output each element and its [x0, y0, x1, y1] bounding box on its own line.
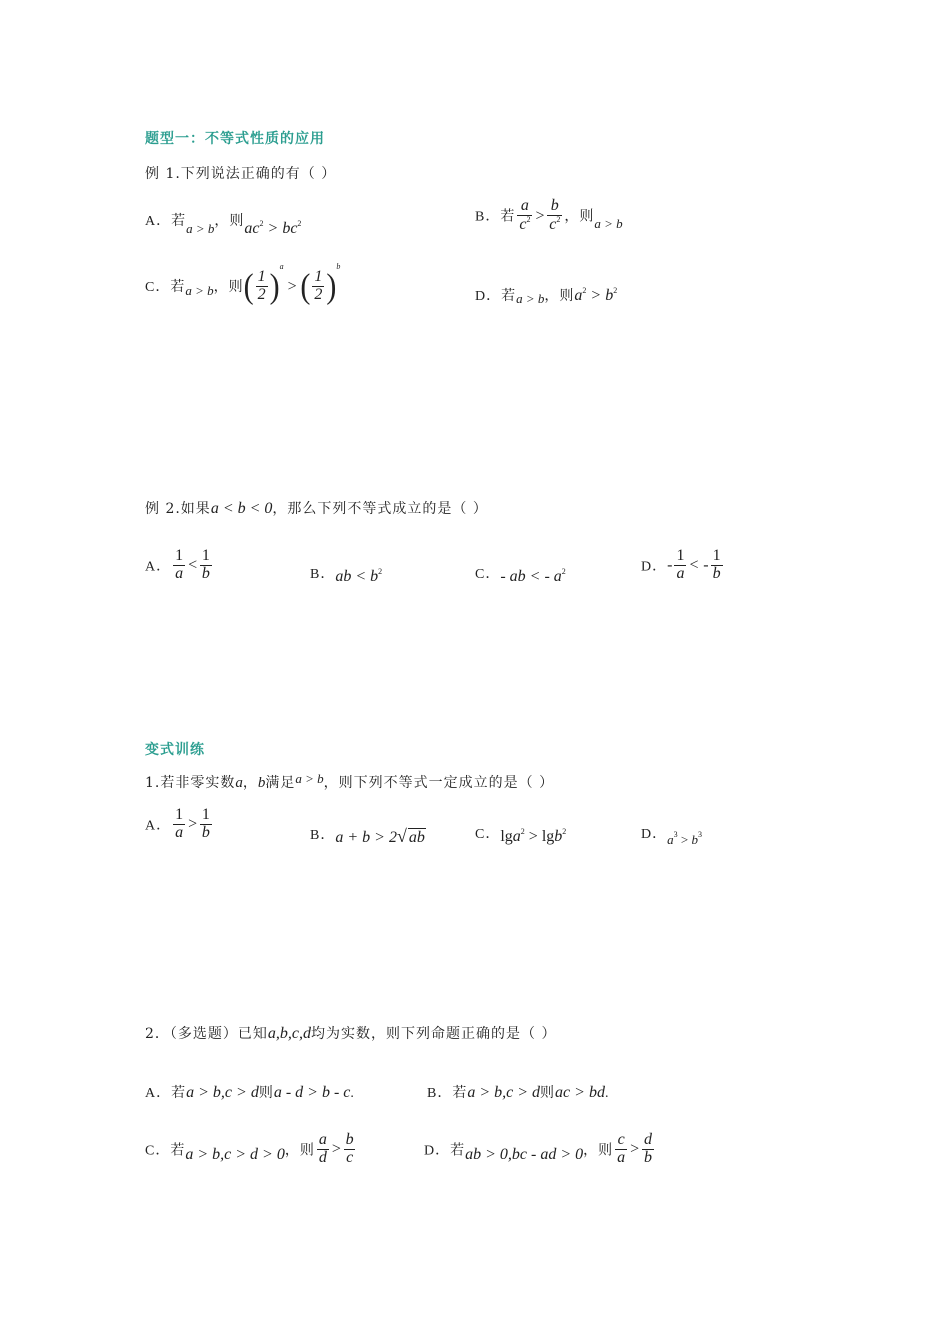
ex2-option-c: C．- ab < - $a^2$ [475, 567, 566, 585]
ex2-option-d: D．- $\frac{1}{a}$ < - $\frac{1}{b}$ [641, 547, 721, 582]
ex1-option-a: A．若$_{a > b}$，则$ac^2 > bc^2$ [145, 214, 302, 237]
ex1-option-b: B．若 $\frac{a}{c^2}$ > $\frac{b}{c^2}$ ，则$_{a > b}$ [475, 197, 623, 233]
q2-option-d: D．若ab > 0,bc - ad > 0，则 $\frac{c}{a}$ > $\frac{d}{b}$ [424, 1131, 652, 1166]
example-2-stem: 例 2.如果a < b < 0，那么下列不等式成立的是（ ） [145, 500, 488, 517]
example-1-stem: 例 1.下列说法正确的有（ ） [145, 166, 337, 182]
ex2-option-a: A． $\frac{1}{a}$ < $\frac{1}{b}$ [145, 547, 210, 582]
q2-option-b: B．若a > b,c > d则ac > bd. [427, 1084, 610, 1101]
section-heading-2: 变式训练 [145, 742, 205, 758]
ex1-option-d: D．若a > b，则$a^2 > b^2$ [475, 286, 618, 306]
section-heading-1: 题型一：不等式性质的应用 [145, 131, 325, 147]
q1-option-d: D．$_{a^3 > b^3}$ [641, 827, 702, 847]
q1-option-b: B．a + b > 2√ ab [310, 826, 425, 846]
q1-option-a: A． $\frac{1}{a}$ > $\frac{1}{b}$ [145, 806, 210, 841]
ex1-option-c: C．若$_{a > b}$，则( $\frac{1}{2}$ )$^a$> ( $\frac{1}{2}$ )$^b$ [145, 262, 341, 305]
q1-option-c: C．lga$^2$ > lgb$^2$ [475, 827, 567, 845]
question-2-stem: 2．（多选题）已知a,b,c,d均为实数，则下列命题正确的是（ ） [145, 1025, 557, 1042]
question-1-stem: 1.若非零实数a，b满足$^{a > b}$，则下列不等式一定成立的是（ ） [145, 771, 555, 791]
ex2-option-b: B．ab < $b^2$ [310, 567, 383, 585]
q2-option-a: A．若a > b,c > d则a - d > b - c. [145, 1084, 355, 1101]
q2-option-c: C．若a > b,c > d > 0，则 $\frac{a}{d}$ > $\frac{b}{c}$ [145, 1131, 354, 1166]
